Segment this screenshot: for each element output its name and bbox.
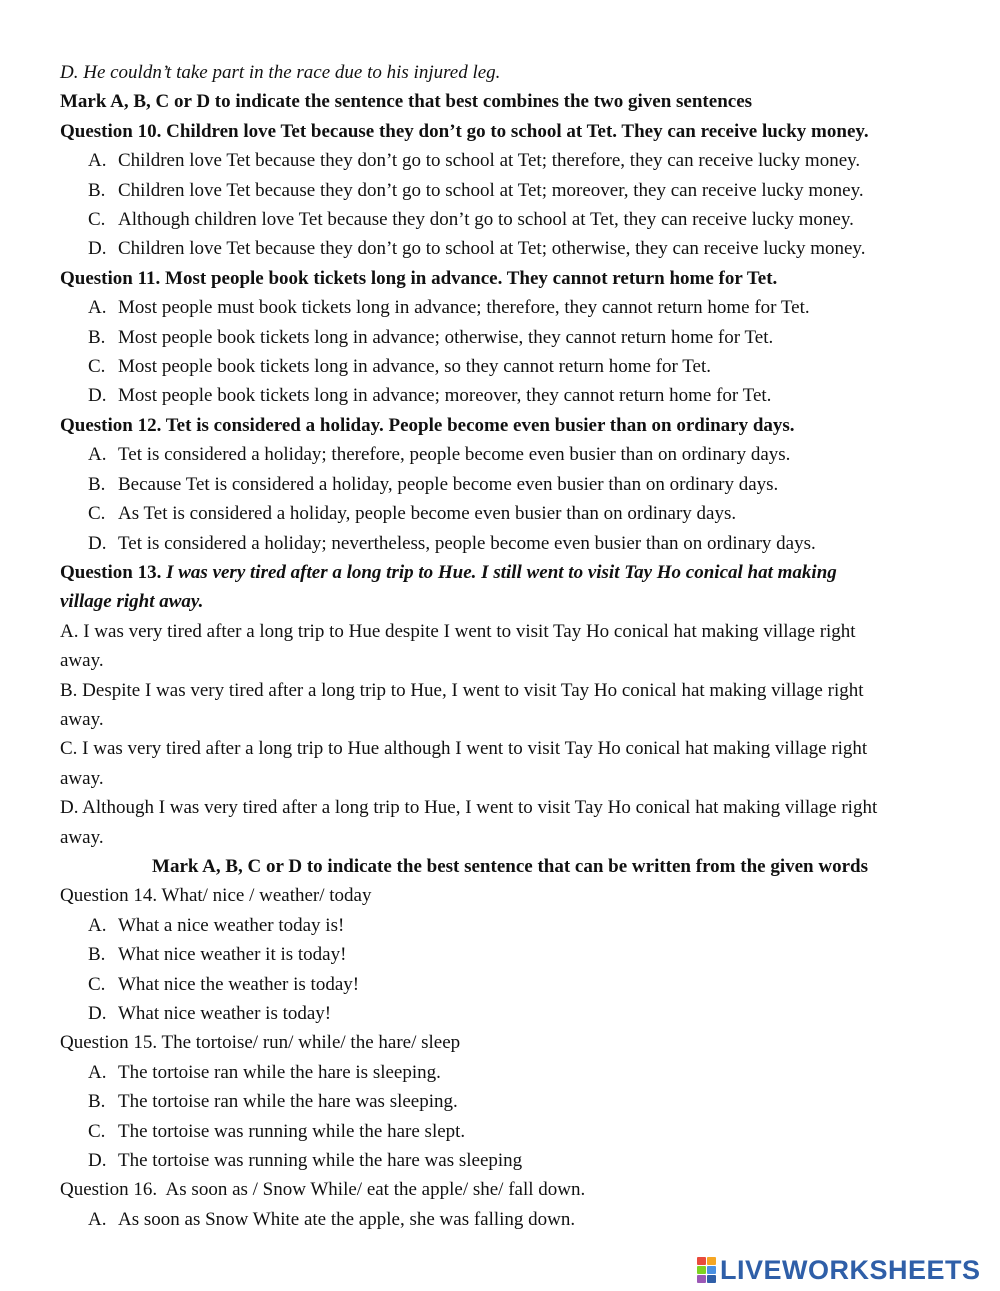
option-d[interactable]: D. Tet is considered a holiday; nevertheless, people become even busier than on ordinary days.	[88, 532, 816, 554]
option-b[interactable]: B. What nice weather it is today!	[88, 944, 347, 966]
question-14	[60, 881, 960, 1028]
option-d[interactable]: D. Although I was very tired after a long trip to Hue, I went to visit Tay Ho conical hat making village right away.	[60, 797, 878, 848]
option-d[interactable]: D. What nice weather is today!	[88, 1003, 332, 1024]
option-c[interactable]: C. Although children love Tet because they don’t go to school at Tet, they can receive lucky money.	[88, 209, 854, 231]
option-c[interactable]: C. I was very tired after a long trip to Hue although I went to visit Tay Ho conical hat making village right away.	[60, 738, 868, 789]
question-12	[60, 411, 960, 558]
option-b[interactable]: B. Most people book tickets long in advance; otherwise, they cannot return home for Tet.	[88, 326, 774, 348]
question-11	[60, 264, 960, 411]
option-b[interactable]: B. The tortoise ran while the hare was sleeping.	[88, 1091, 458, 1113]
option-a[interactable]: A. The tortoise ran while the hare is sleeping.	[88, 1061, 441, 1083]
option-c[interactable]: C. Most people book tickets long in advance, so they cannot return home for Tet.	[88, 356, 711, 378]
question-stem: Question 12. Tet is considered a holiday. People become even busier than on ordinary days.	[60, 414, 795, 436]
option-d[interactable]: D. Most people book tickets long in advance; moreover, they cannot return home for Tet.	[88, 385, 772, 407]
question-16	[60, 1175, 960, 1234]
question-10	[60, 117, 960, 264]
question-stem-cont: village right away.	[60, 591, 204, 613]
option-a[interactable]: A. Tet is considered a holiday; therefore, people become even busier than on ordinary days.	[88, 444, 791, 466]
option-a[interactable]: A. What a nice weather today is!	[88, 914, 345, 936]
question-stem: Question 13. I was very tired after a long trip to Hue. I still went to visit Tay Ho conical hat making	[60, 561, 837, 583]
option-b[interactable]: B. Because Tet is considered a holiday, people become even busier than on ordinary days.	[88, 473, 779, 495]
option-b[interactable]: B. Despite I was very tired after a long trip to Hue, I went to visit Tay Ho conical hat making village right away.	[60, 679, 864, 730]
question-stem: Question 14. What/ nice / weather/ today	[60, 885, 372, 907]
question-13	[60, 558, 960, 852]
question-stem: Question 10. Children love Tet because they don’t go to school at Tet. They can receive lucky money.	[60, 120, 869, 142]
worksheet-page	[60, 58, 960, 1234]
option-a[interactable]: A. As soon as Snow White ate the apple, she was falling down.	[88, 1208, 576, 1230]
section-instruction-combine: Mark A, B, C or D to indicate the sentence that best combines the two given sentences	[60, 91, 753, 113]
option-d[interactable]: D. The tortoise was running while the hare was sleeping	[88, 1150, 523, 1172]
logo-text: LIVEWORKSHEETS	[720, 1254, 981, 1285]
question-stem: Question 15. The tortoise/ run/ while/ the hare/ sleep	[60, 1032, 461, 1054]
liveworksheets-logo	[697, 1253, 981, 1287]
option-c[interactable]: C. The tortoise was running while the hare slept.	[88, 1120, 466, 1142]
question-stem: Question 11. Most people book tickets long in advance. They cannot return home for Tet.	[60, 267, 778, 289]
option-a[interactable]: A. Children love Tet because they don’t go to school at Tet; therefore, they can receive lucky money.	[88, 150, 861, 172]
option-c[interactable]: C. What nice the weather is today!	[88, 973, 360, 995]
option-a[interactable]: A. Most people must book tickets long in advance; therefore, they cannot return home for Tet.	[88, 297, 810, 319]
question-stem: Question 16. As soon as / Snow While/ eat the apple/ she/ fall down.	[60, 1179, 586, 1201]
option-a[interactable]: A. I was very tired after a long trip to Hue despite I went to visit Tay Ho conical hat making village right away.	[60, 620, 856, 672]
logo-icon	[697, 1257, 716, 1283]
option-d[interactable]: D. Children love Tet because they don’t go to school at Tet; otherwise, they can receive lucky money.	[88, 238, 866, 260]
section-instruction-write: Mark A, B, C or D to indicate the best sentence that can be written from the given words	[152, 855, 868, 877]
question-15	[60, 1028, 960, 1175]
previous-option-d: D. He couldn’t take part in the race due to his injured leg.	[60, 62, 501, 83]
option-c[interactable]: C. As Tet is considered a holiday, people become even busier than on ordinary days.	[88, 503, 737, 525]
option-b[interactable]: B. Children love Tet because they don’t go to school at Tet; moreover, they can receive lucky money.	[88, 179, 864, 201]
